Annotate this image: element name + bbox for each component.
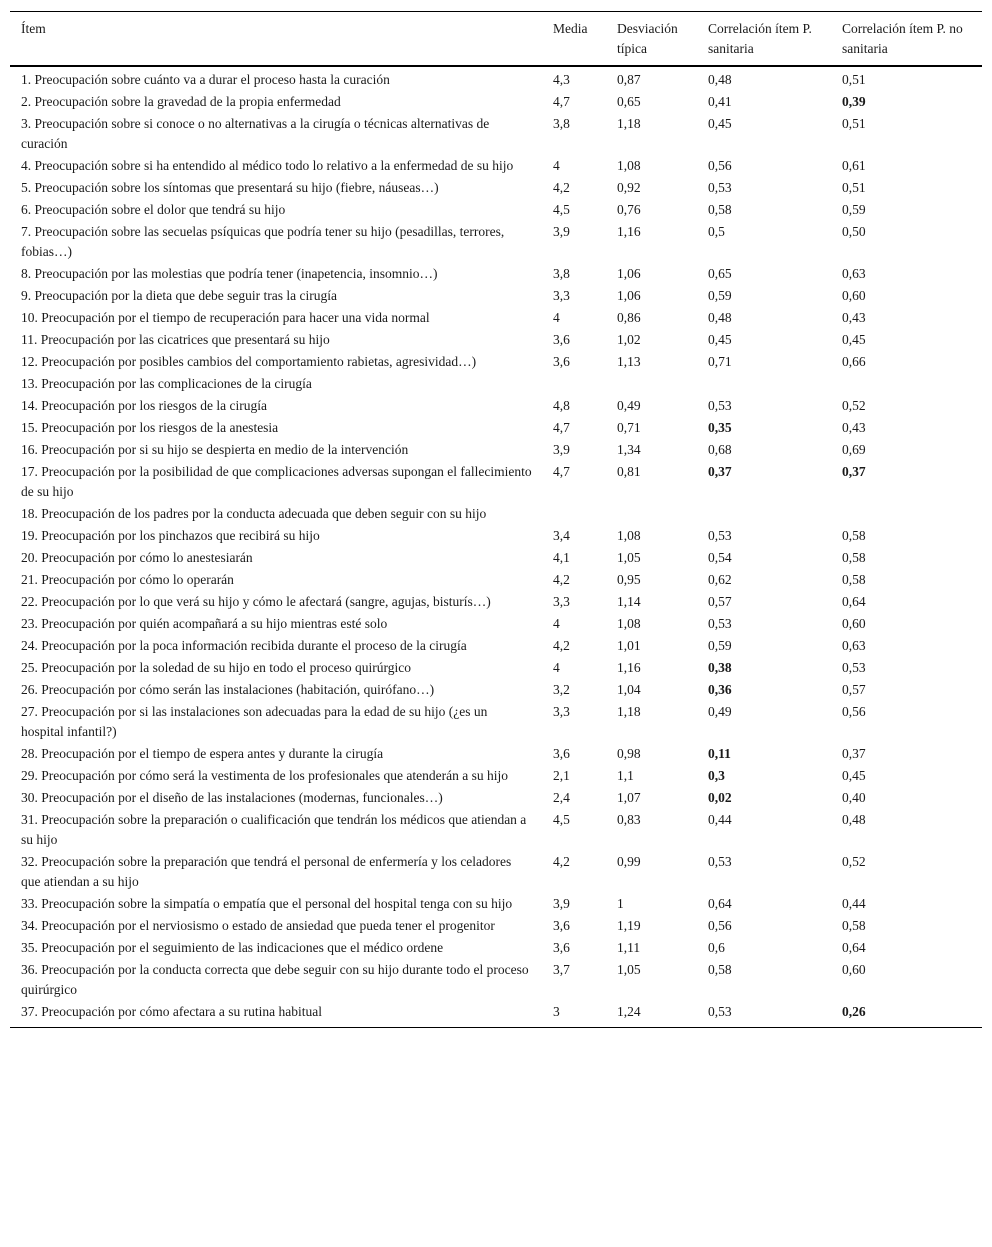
table-row xyxy=(10,199,982,221)
cell-corr-no-sanitaria: 0,60 xyxy=(842,288,866,303)
cell-item: 17. Preocupación por la posibilidad de que complicaciones adversas supongan el fallecimiento de su hijo xyxy=(21,464,532,499)
table-row xyxy=(10,417,982,439)
cell-corr-no-sanitaria: 0,26 xyxy=(842,1004,866,1019)
cell-item: 13. Preocupación por las complicaciones de la cirugía xyxy=(21,376,312,391)
cell-corr-sanitaria: 0,59 xyxy=(708,288,732,303)
cell-item: 7. Preocupación sobre las secuelas psíquicas que podría tener su hijo (pesadillas, terrores, fobias…) xyxy=(21,224,505,259)
table-row xyxy=(10,373,982,395)
cell-corr-no-sanitaria xyxy=(831,503,982,525)
cell-corr-sanitaria: 0,57 xyxy=(708,594,732,609)
cell-desviacion: 1,06 xyxy=(617,266,641,281)
cell-item: 12. Preocupación por posibles cambios del comportamiento rabietas, agresividad…) xyxy=(21,354,477,369)
cell-media: 4,3 xyxy=(553,72,570,87)
cell-item: 14. Preocupación por los riesgos de la cirugía xyxy=(21,398,267,413)
table-row xyxy=(10,177,982,199)
cell-corr-sanitaria: 0,49 xyxy=(708,704,732,719)
cell-item: 19. Preocupación por los pinchazos que recibirá su hijo xyxy=(21,528,320,543)
cell-corr-no-sanitaria: 0,57 xyxy=(842,682,866,697)
cell-corr-no-sanitaria: 0,43 xyxy=(842,420,866,435)
cell-corr-no-sanitaria: 0,59 xyxy=(842,202,866,217)
cell-corr-sanitaria: 0,53 xyxy=(708,398,732,413)
cell-corr-sanitaria: 0,65 xyxy=(708,266,732,281)
cell-desviacion: 1,08 xyxy=(617,616,641,631)
cell-media xyxy=(542,373,606,395)
table-row xyxy=(10,155,982,177)
cell-corr-sanitaria: 0,45 xyxy=(708,332,732,347)
cell-corr-no-sanitaria: 0,56 xyxy=(842,704,866,719)
cell-media: 4 xyxy=(553,158,560,173)
cell-desviacion: 0,81 xyxy=(617,464,641,479)
cell-media: 3,4 xyxy=(553,528,570,543)
table-row xyxy=(10,66,982,91)
cell-media: 4 xyxy=(553,310,560,325)
header-corr-no-sanitaria: Correlación ítem P. no sanitaria xyxy=(842,21,963,56)
header-desviacion: Desviación típica xyxy=(617,21,678,56)
table-row xyxy=(10,221,982,263)
cell-item: 31. Preocupación sobre la preparación o cualificación que tendrán los médicos que atiendan a su hijo xyxy=(21,812,527,847)
cell-corr-no-sanitaria: 0,58 xyxy=(842,918,866,933)
cell-corr-no-sanitaria: 0,69 xyxy=(842,442,866,457)
item-correlation-table xyxy=(10,11,982,1028)
cell-media: 4,2 xyxy=(553,572,570,587)
cell-corr-no-sanitaria: 0,48 xyxy=(842,812,866,827)
table-row xyxy=(10,701,982,743)
cell-media: 4,2 xyxy=(553,638,570,653)
table-row xyxy=(10,329,982,351)
cell-media: 4 xyxy=(553,616,560,631)
cell-desviacion: 0,49 xyxy=(617,398,641,413)
table-row xyxy=(10,851,982,893)
cell-media: 3,6 xyxy=(553,940,570,955)
cell-item: 4. Preocupación sobre si ha entendido al médico todo lo relativo a la enfermedad de su hijo xyxy=(21,158,514,173)
cell-item: 8. Preocupación por las molestias que podría tener (inapetencia, insomnio…) xyxy=(21,266,438,281)
table-row xyxy=(10,307,982,329)
cell-corr-sanitaria: 0,53 xyxy=(708,180,732,195)
cell-desviacion: 0,99 xyxy=(617,854,641,869)
cell-corr-sanitaria: 0,6 xyxy=(708,940,725,955)
cell-desviacion: 0,87 xyxy=(617,72,641,87)
table-row xyxy=(10,525,982,547)
table-row xyxy=(10,893,982,915)
cell-media: 3,3 xyxy=(553,288,570,303)
cell-corr-no-sanitaria: 0,61 xyxy=(842,158,866,173)
cell-desviacion: 0,83 xyxy=(617,812,641,827)
cell-corr-no-sanitaria: 0,64 xyxy=(842,594,866,609)
cell-media: 3,8 xyxy=(553,116,570,131)
cell-corr-no-sanitaria: 0,52 xyxy=(842,854,866,869)
table-row xyxy=(10,787,982,809)
cell-desviacion: 0,76 xyxy=(617,202,641,217)
cell-desviacion: 1,18 xyxy=(617,704,641,719)
cell-corr-no-sanitaria: 0,45 xyxy=(842,768,866,783)
cell-corr-no-sanitaria: 0,60 xyxy=(842,962,866,977)
cell-corr-sanitaria: 0,53 xyxy=(708,528,732,543)
cell-media: 3,6 xyxy=(553,354,570,369)
cell-desviacion: 1,14 xyxy=(617,594,641,609)
cell-corr-no-sanitaria: 0,60 xyxy=(842,616,866,631)
cell-media: 3,9 xyxy=(553,224,570,239)
table-row xyxy=(10,351,982,373)
cell-corr-no-sanitaria: 0,53 xyxy=(842,660,866,675)
cell-desviacion: 1 xyxy=(617,896,624,911)
cell-media xyxy=(542,503,606,525)
cell-corr-sanitaria: 0,71 xyxy=(708,354,732,369)
header-item: Ítem xyxy=(21,21,46,36)
cell-corr-no-sanitaria: 0,45 xyxy=(842,332,866,347)
table-row xyxy=(10,1001,982,1028)
cell-desviacion: 0,98 xyxy=(617,746,641,761)
cell-media: 4,7 xyxy=(553,94,570,109)
cell-corr-sanitaria: 0,64 xyxy=(708,896,732,911)
header-media: Media xyxy=(553,21,588,36)
cell-item: 37. Preocupación por cómo afectara a su rutina habitual xyxy=(21,1004,323,1019)
cell-media: 3,6 xyxy=(553,746,570,761)
cell-corr-sanitaria: 0,56 xyxy=(708,158,732,173)
cell-item: 26. Preocupación por cómo serán las instalaciones (habitación, quirófano…) xyxy=(21,682,435,697)
cell-corr-no-sanitaria: 0,37 xyxy=(842,464,866,479)
cell-media: 4,2 xyxy=(553,854,570,869)
cell-item: 2. Preocupación sobre la gravedad de la propia enfermedad xyxy=(21,94,341,109)
cell-corr-sanitaria: 0,58 xyxy=(708,962,732,977)
table-row xyxy=(10,679,982,701)
cell-corr-no-sanitaria: 0,50 xyxy=(842,224,866,239)
table-row xyxy=(10,461,982,503)
cell-item: 28. Preocupación por el tiempo de espera antes y durante la cirugía xyxy=(21,746,384,761)
cell-corr-no-sanitaria: 0,58 xyxy=(842,528,866,543)
cell-corr-sanitaria xyxy=(697,503,831,525)
cell-media: 3,6 xyxy=(553,332,570,347)
cell-desviacion: 1,11 xyxy=(617,940,641,955)
table-row xyxy=(10,657,982,679)
table-row xyxy=(10,285,982,307)
cell-desviacion: 1,05 xyxy=(617,962,641,977)
cell-corr-no-sanitaria xyxy=(831,373,982,395)
table-row xyxy=(10,809,982,851)
cell-desviacion xyxy=(606,503,697,525)
cell-media: 3,2 xyxy=(553,682,570,697)
cell-corr-no-sanitaria: 0,52 xyxy=(842,398,866,413)
cell-corr-sanitaria: 0,02 xyxy=(708,790,732,805)
table-body xyxy=(10,66,982,1028)
cell-media: 4,5 xyxy=(553,812,570,827)
cell-item: 5. Preocupación sobre los síntomas que presentará su hijo (fiebre, náuseas…) xyxy=(21,180,439,195)
cell-corr-no-sanitaria: 0,37 xyxy=(842,746,866,761)
cell-corr-sanitaria: 0,53 xyxy=(708,854,732,869)
cell-item: 24. Preocupación por la poca información recibida durante el proceso de la cirugía xyxy=(21,638,467,653)
cell-desviacion: 1,16 xyxy=(617,660,641,675)
cell-corr-sanitaria: 0,11 xyxy=(708,746,731,761)
cell-corr-sanitaria: 0,5 xyxy=(708,224,725,239)
cell-corr-no-sanitaria: 0,40 xyxy=(842,790,866,805)
cell-item: 15. Preocupación por los riesgos de la anestesia xyxy=(21,420,279,435)
cell-corr-sanitaria xyxy=(697,373,831,395)
cell-item: 16. Preocupación por si su hijo se despierta en medio de la intervención xyxy=(21,442,409,457)
cell-desviacion: 1,34 xyxy=(617,442,641,457)
cell-media: 4,2 xyxy=(553,180,570,195)
table-row xyxy=(10,503,982,525)
cell-desviacion: 1,05 xyxy=(617,550,641,565)
cell-media: 2,1 xyxy=(553,768,570,783)
cell-corr-sanitaria: 0,38 xyxy=(708,660,732,675)
cell-item: 30. Preocupación por el diseño de las instalaciones (modernas, funcionales…) xyxy=(21,790,443,805)
cell-item: 34. Preocupación por el nerviosismo o estado de ansiedad que pueda tener el progenitor xyxy=(21,918,495,933)
cell-corr-sanitaria: 0,54 xyxy=(708,550,732,565)
table-row xyxy=(10,765,982,787)
cell-desviacion: 1,16 xyxy=(617,224,641,239)
cell-item: 35. Preocupación por el seguimiento de las indicaciones que el médico ordene xyxy=(21,940,444,955)
cell-desviacion: 1,19 xyxy=(617,918,641,933)
cell-desviacion: 0,92 xyxy=(617,180,641,195)
table-container xyxy=(10,11,982,1028)
cell-corr-no-sanitaria: 0,51 xyxy=(842,180,866,195)
cell-item: 21. Preocupación por cómo lo operarán xyxy=(21,572,234,587)
cell-desviacion: 1,07 xyxy=(617,790,641,805)
cell-corr-no-sanitaria: 0,43 xyxy=(842,310,866,325)
cell-item: 27. Preocupación por si las instalaciones son adecuadas para la edad de su hijo (¿es un hospital infantil?) xyxy=(21,704,488,739)
cell-corr-sanitaria: 0,35 xyxy=(708,420,732,435)
cell-item: 10. Preocupación por el tiempo de recuperación para hacer una vida normal xyxy=(21,310,430,325)
cell-item: 23. Preocupación por quién acompañará a su hijo mientras esté solo xyxy=(21,616,388,631)
cell-corr-sanitaria: 0,48 xyxy=(708,72,732,87)
cell-corr-no-sanitaria: 0,66 xyxy=(842,354,866,369)
cell-desviacion: 1,13 xyxy=(617,354,641,369)
cell-desviacion: 1,01 xyxy=(617,638,641,653)
cell-media: 2,4 xyxy=(553,790,570,805)
cell-item: 36. Preocupación por la conducta correcta que debe seguir con su hijo durante todo el proceso quirúrgico xyxy=(21,962,529,997)
cell-item: 33. Preocupación sobre la simpatía o empatía que el personal del hospital tenga con su hijo xyxy=(21,896,513,911)
cell-corr-sanitaria: 0,45 xyxy=(708,116,732,131)
cell-media: 3,6 xyxy=(553,918,570,933)
cell-desviacion: 0,65 xyxy=(617,94,641,109)
cell-item: 25. Preocupación por la soledad de su hijo en todo el proceso quirúrgico xyxy=(21,660,412,675)
cell-media: 3,8 xyxy=(553,266,570,281)
cell-media: 4,7 xyxy=(553,464,570,479)
cell-item: 6. Preocupación sobre el dolor que tendrá su hijo xyxy=(21,202,286,217)
cell-corr-sanitaria: 0,44 xyxy=(708,812,732,827)
cell-media: 4,7 xyxy=(553,420,570,435)
cell-corr-no-sanitaria: 0,63 xyxy=(842,266,866,281)
table-row xyxy=(10,547,982,569)
cell-media: 4,5 xyxy=(553,202,570,217)
table-row xyxy=(10,569,982,591)
cell-corr-sanitaria: 0,62 xyxy=(708,572,732,587)
cell-desviacion: 0,71 xyxy=(617,420,641,435)
cell-media: 3,7 xyxy=(553,962,570,977)
table-row xyxy=(10,263,982,285)
cell-corr-sanitaria: 0,68 xyxy=(708,442,732,457)
cell-media: 3,3 xyxy=(553,704,570,719)
cell-desviacion: 0,86 xyxy=(617,310,641,325)
cell-item: 29. Preocupación por cómo será la vestimenta de los profesionales que atenderán a su hijo xyxy=(21,768,508,783)
cell-corr-sanitaria: 0,3 xyxy=(708,768,725,783)
cell-corr-sanitaria: 0,41 xyxy=(708,94,732,109)
cell-desviacion: 1,1 xyxy=(617,768,634,783)
cell-corr-sanitaria: 0,37 xyxy=(708,464,732,479)
cell-desviacion: 1,08 xyxy=(617,158,641,173)
table-row xyxy=(10,915,982,937)
cell-item: 3. Preocupación sobre si conoce o no alternativas a la cirugía o técnicas alternativas de curación xyxy=(21,116,490,151)
cell-media: 4,8 xyxy=(553,398,570,413)
table-row xyxy=(10,959,982,1001)
table-row xyxy=(10,113,982,155)
cell-corr-no-sanitaria: 0,44 xyxy=(842,896,866,911)
cell-corr-sanitaria: 0,59 xyxy=(708,638,732,653)
cell-media: 3 xyxy=(553,1004,560,1019)
cell-desviacion: 1,24 xyxy=(617,1004,641,1019)
cell-media: 4 xyxy=(553,660,560,675)
cell-desviacion: 1,18 xyxy=(617,116,641,131)
cell-desviacion: 1,08 xyxy=(617,528,641,543)
cell-item: 32. Preocupación sobre la preparación que tendrá el personal de enfermería y los celadores que atiendan a su hijo xyxy=(21,854,512,889)
cell-item: 9. Preocupación por la dieta que debe seguir tras la cirugía xyxy=(21,288,338,303)
table-row xyxy=(10,635,982,657)
cell-item: 20. Preocupación por cómo lo anestesiarán xyxy=(21,550,253,565)
cell-corr-no-sanitaria: 0,39 xyxy=(842,94,866,109)
table-row xyxy=(10,613,982,635)
table-header xyxy=(10,12,982,67)
table-row xyxy=(10,591,982,613)
cell-corr-sanitaria: 0,36 xyxy=(708,682,732,697)
cell-media: 3,3 xyxy=(553,594,570,609)
cell-corr-no-sanitaria: 0,58 xyxy=(842,550,866,565)
cell-corr-sanitaria: 0,56 xyxy=(708,918,732,933)
cell-desviacion xyxy=(606,373,697,395)
header-row xyxy=(10,12,982,67)
table-row xyxy=(10,395,982,417)
cell-corr-no-sanitaria: 0,51 xyxy=(842,116,866,131)
header-corr-sanitaria: Correlación ítem P. sanitaria xyxy=(708,21,812,56)
cell-corr-no-sanitaria: 0,64 xyxy=(842,940,866,955)
table-row xyxy=(10,91,982,113)
cell-item: 22. Preocupación por lo que verá su hijo y cómo le afectará (sangre, agujas, bisturís…) xyxy=(21,594,491,609)
cell-desviacion: 1,06 xyxy=(617,288,641,303)
cell-desviacion: 1,04 xyxy=(617,682,641,697)
cell-corr-no-sanitaria: 0,63 xyxy=(842,638,866,653)
cell-media: 3,9 xyxy=(553,442,570,457)
cell-item: 1. Preocupación sobre cuánto va a durar el proceso hasta la curación xyxy=(21,72,390,87)
cell-corr-sanitaria: 0,53 xyxy=(708,616,732,631)
cell-item: 11. Preocupación por las cicatrices que presentará su hijo xyxy=(21,332,330,347)
cell-desviacion: 1,02 xyxy=(617,332,641,347)
table-row xyxy=(10,937,982,959)
cell-media: 4,1 xyxy=(553,550,570,565)
cell-item: 18. Preocupación de los padres por la conducta adecuada que deben seguir con su hijo xyxy=(21,506,487,521)
cell-corr-no-sanitaria: 0,58 xyxy=(842,572,866,587)
cell-corr-sanitaria: 0,53 xyxy=(708,1004,732,1019)
cell-corr-no-sanitaria: 0,51 xyxy=(842,72,866,87)
cell-desviacion: 0,95 xyxy=(617,572,641,587)
cell-corr-sanitaria: 0,48 xyxy=(708,310,732,325)
table-row xyxy=(10,439,982,461)
table-row xyxy=(10,743,982,765)
cell-corr-sanitaria: 0,58 xyxy=(708,202,732,217)
cell-media: 3,9 xyxy=(553,896,570,911)
